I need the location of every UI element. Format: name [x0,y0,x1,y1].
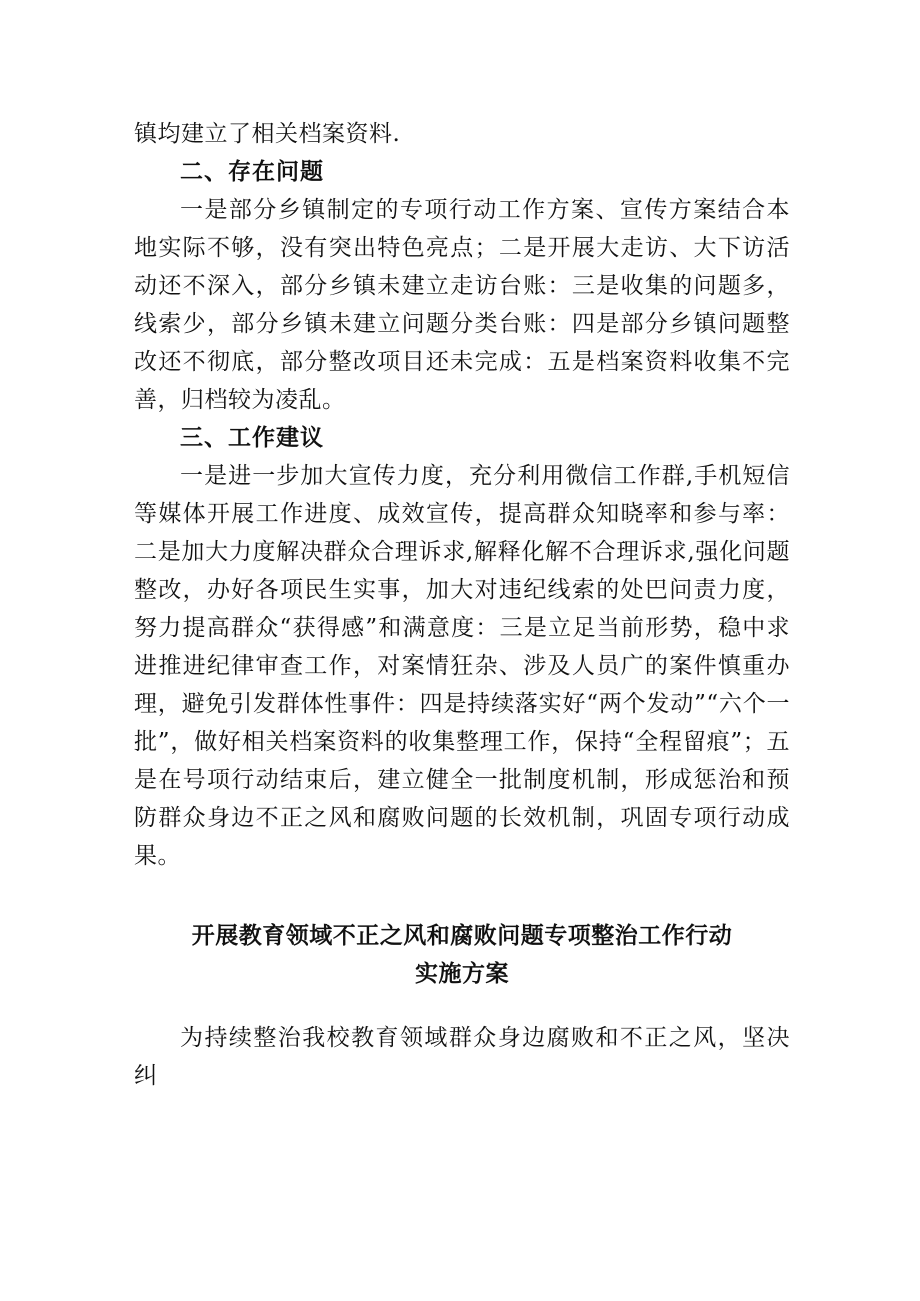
new-document-body: 为持续整治我校教育领域群众身边腐败和不正之风，坚决纠 [134,1025,790,1089]
section-3-body: 一是进一步加大宣传力度，充分利用微信工作群,手机短信等媒体开展工作进度、成效宣传，提高群众知晓率和参与率：二是加大力度解决群众合理诉求,解释化解不合理诉求,强化问题整改，办好各项民生实事，加大对违纪线索的处巴问责力度，努力提高群众“获得感”和满意度：三是立足当前形势，稳中求进推进纪律审查工作，对案情狂杂、涉及人员广的案件慎重办理，避免引发群体性事件：四是持续落实好“两个发动”“六个一批”，做好相关档案资料的收集整理工作，保持“全程留痕”；五是在号项行动结束后，建立健全一批制度机制，形成惩治和预防群众身边不正之风和腐败问题的长效机制，巩固专项行动成果。 [134,463,790,869]
spacer [134,875,790,917]
section-2-body: 一是部分乡镇制定的专项行动工作方案、宣传方案结合本地实际不够，没有突出特色亮点；二是开展大走访、大下访活动还不深入，部分乡镇未建立走访台账：三是收集的问题多，线索少，部分乡镇未建立问题分类台账：四是部分乡镇问题整改还不彻底，部分整改项目还未完成：五是档案资料收集不完善，归档较为凌乱。 [134,197,790,413]
paragraph-intro-tail: 镇均建立了相关档案资料. [134,121,401,147]
section-2-heading: 二、存在问题 [180,158,324,185]
spacer [134,993,790,1019]
document-title-line-2: 实施方案 [415,960,509,987]
section-3-heading: 三、工作建议 [180,424,324,451]
document-content [134,115,790,1095]
document-title-line-1: 开展教育领域不正之风和腐败问题专项整治工作行动 [191,922,733,949]
